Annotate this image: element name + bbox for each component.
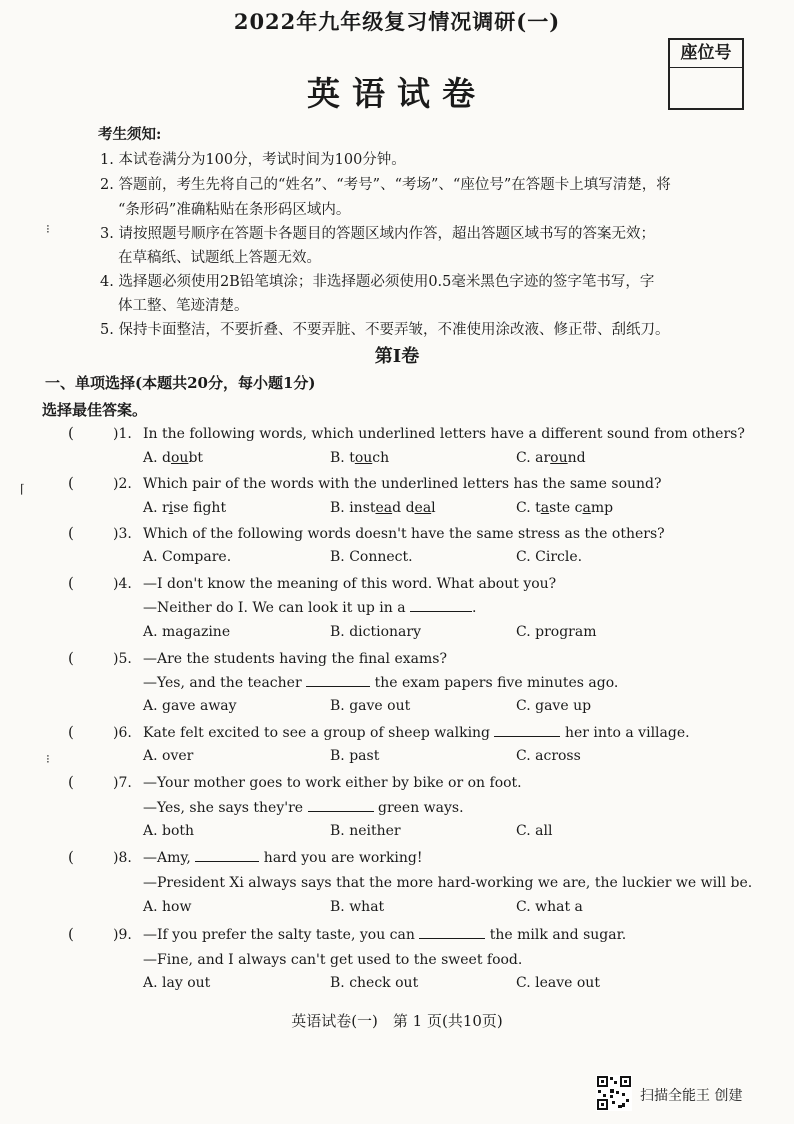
seat-number-label: 座位号	[668, 38, 744, 68]
margin-mark: ⁝	[46, 752, 50, 766]
notice-item: 5. 保持卡面整洁，不要折叠、不要弄脏、不要弄皱，不准使用涂改液、修正带、刮纸刀。	[100, 322, 670, 338]
question-number: )1.	[113, 426, 132, 442]
notice-item: 4. 选择题必须使用2B铅笔填涂；非选择题必须使用0.5毫米黑色字迹的签字笔书写，字	[100, 274, 655, 290]
option-c: C. what a	[516, 899, 583, 915]
answer-blank[interactable]	[410, 599, 472, 612]
option-b: B. what	[330, 899, 385, 915]
question-stem: In the following words, which underlined letters have a different sound from others?	[143, 426, 745, 442]
option-b: B. past	[330, 748, 380, 764]
question-number: )3.	[113, 526, 132, 542]
option-b: B. dictionary	[330, 624, 421, 640]
option-a: A. gave away	[143, 698, 237, 714]
option-c: C. taste camp	[516, 500, 614, 516]
answer-paren[interactable]: (	[68, 474, 74, 492]
question-stem: —If you prefer the salty taste, you can the milk and sugar.	[143, 927, 627, 943]
option-a: A. doubt	[143, 450, 204, 466]
option-c: C. gave up	[516, 698, 592, 714]
option-a: A. over	[143, 748, 194, 764]
option-c: C. across	[516, 748, 581, 764]
notice-item: 1. 本试卷满分为100分，考试时间为100分钟。	[100, 152, 406, 168]
option-b: B. Connect.	[330, 549, 413, 565]
margin-mark: ⌈	[20, 482, 25, 496]
answer-blank[interactable]	[419, 926, 485, 939]
option-a: A. how	[143, 899, 192, 915]
question-stem-line2: —Yes, and the teacher the exam papers five minutes ago.	[143, 675, 619, 691]
option-a: A. Compare.	[143, 549, 232, 565]
scanner-watermark: 扫描全能王 创建	[640, 1088, 743, 1104]
question-stem: —Amy, hard you are working!	[143, 850, 423, 866]
notice-item: 体工整、笔迹清楚。	[118, 298, 249, 314]
question-number: )2.	[113, 476, 132, 492]
question-stem: Kate felt excited to see a group of sheep walking her into a village.	[143, 725, 690, 741]
option-a: A. lay out	[143, 975, 211, 991]
answer-paren[interactable]: (	[68, 424, 74, 442]
answer-paren[interactable]: (	[68, 524, 74, 542]
option-c: C. program	[516, 624, 597, 640]
option-b: B. instead deal	[330, 500, 436, 516]
part-heading: 一、单项选择(本题共20分，每小题1分)	[45, 374, 316, 392]
answer-paren[interactable]: (	[68, 574, 74, 592]
option-b: B. neither	[330, 823, 401, 839]
question-stem: Which of the following words doesn't have the same stress as the others?	[143, 526, 665, 542]
question-stem-line2: —Neither do I. We can look it up in a .	[143, 600, 477, 616]
question-number: )4.	[113, 576, 132, 592]
answer-blank[interactable]	[494, 724, 560, 737]
question-stem-line2: —Fine, and I always can't get used to the sweet food.	[143, 952, 523, 968]
option-c: C. around	[516, 450, 586, 466]
question-stem: —Are the students having the final exams?	[143, 651, 447, 667]
option-b: B. touch	[330, 450, 390, 466]
notice-item: 在草稿纸、试题纸上答题无效。	[118, 250, 321, 266]
question-stem: —I don't know the meaning of this word. What about you?	[143, 576, 557, 592]
question-stem-line2: —President Xi always says that the more hard-working we are, the luckier we will be.	[143, 875, 753, 891]
subject-title: 英语试卷	[307, 74, 487, 113]
option-a: A. both	[143, 823, 195, 839]
question-number: )5.	[113, 651, 132, 667]
question-number: )6.	[113, 725, 132, 741]
question-number: )9.	[113, 927, 132, 943]
question-stem: Which pair of the words with the underlined letters has the same sound?	[143, 476, 662, 492]
margin-mark: ⁝	[46, 222, 50, 236]
answer-blank[interactable]	[195, 849, 259, 862]
answer-paren[interactable]: (	[68, 925, 74, 943]
page-footer: 英语试卷(一) 第 1 页(共10页)	[291, 1012, 503, 1030]
question-number: )8.	[113, 850, 132, 866]
notice-item: 3. 请按照题号顺序在答题卡各题目的答题区域内作答，超出答题区域书写的答案无效；	[100, 226, 655, 242]
answer-paren[interactable]: (	[68, 723, 74, 741]
notice-item: 2. 答题前，考生先将自己的“姓名”、“考号”、“考场”、“座位号”在答题卡上填写清楚，将	[100, 177, 671, 193]
answer-paren[interactable]: (	[68, 773, 74, 791]
answer-paren[interactable]: (	[68, 649, 74, 667]
answer-blank[interactable]	[306, 674, 370, 687]
question-stem: —Your mother goes to work either by bike or on foot.	[143, 775, 522, 791]
notice-item: “条形码”准确粘贴在条形码区域内。	[118, 202, 351, 218]
part-instruction: 选择最佳答案。	[42, 401, 148, 419]
question-number: )7.	[113, 775, 132, 791]
option-c: C. all	[516, 823, 553, 839]
option-a: A. rise fght	[143, 500, 227, 516]
notice-heading: 考生须知:	[98, 126, 162, 143]
exam-title: 2022年九年级复习情况调研(一)	[233, 9, 561, 34]
option-b: B. check out	[330, 975, 419, 991]
option-c: C. Circle.	[516, 549, 583, 565]
question-stem-line2: —Yes, she says they're green ways.	[143, 800, 464, 816]
volume-heading: 第Ⅰ卷	[374, 346, 420, 367]
option-a: A. magazine	[143, 624, 231, 640]
answer-paren[interactable]: (	[68, 848, 74, 866]
option-b: B. gave out	[330, 698, 411, 714]
qr-code-icon	[596, 1075, 632, 1111]
answer-blank[interactable]	[308, 799, 374, 812]
option-c: C. leave out	[516, 975, 600, 991]
